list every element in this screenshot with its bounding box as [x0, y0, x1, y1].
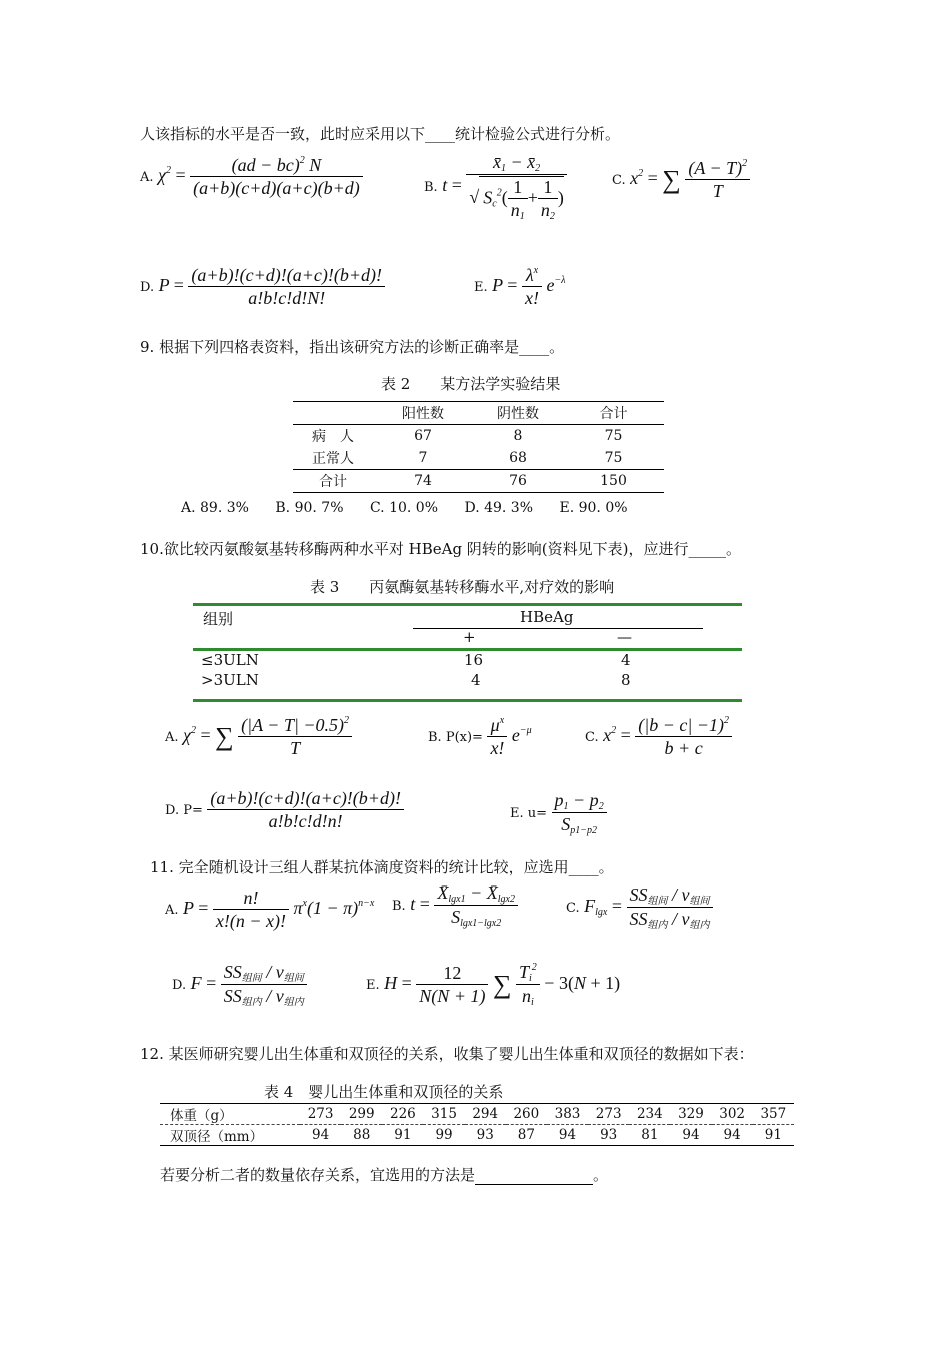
- q9-stem: 9. 根据下列四格表资料，指出该研究方法的诊断正确率是____。: [140, 338, 565, 356]
- table-row: [193, 671, 742, 692]
- table-row: [193, 651, 742, 672]
- q9-header-positive: 阳性数: [402, 406, 444, 422]
- q10-table: [193, 603, 742, 703]
- q11-option-a: A. P = $\frac{n!}{x!(n - x)!}$ $\pi^x(1 - \pi)^{n-x}$: [165, 888, 375, 931]
- q12-cell: 226: [390, 1106, 416, 1122]
- q10-bottom-rule: [193, 699, 742, 702]
- q9-cell: 病 人: [312, 429, 354, 445]
- table-row: [293, 470, 664, 493]
- table-row: [160, 1125, 794, 1146]
- q10-cell: 4: [471, 671, 481, 689]
- q12-cell: 299: [348, 1106, 375, 1122]
- q9-option-c: C. 10. 0%: [369, 500, 439, 516]
- table-row: [293, 425, 664, 448]
- q12-cell: 88: [353, 1127, 371, 1143]
- q9-cell: 合计: [319, 474, 347, 490]
- q10-cell: 8: [621, 671, 631, 689]
- q12-cell: 81: [641, 1127, 659, 1143]
- q12-cell: 99: [435, 1127, 453, 1143]
- q12-cell: 383: [554, 1106, 581, 1122]
- q9-table: [293, 401, 664, 493]
- q8-option-b: B. t = $x̄_1$ − $x̄_2$ √ $S_c^2$( $\frac{1}{n_1}$ + $\frac{1}{n_2}$ ): [424, 152, 567, 222]
- table-row: [160, 1104, 794, 1125]
- q9-table-title: 表 2 某方法学实验结果: [381, 375, 561, 393]
- q12-row-label: 双顶径（mm）: [170, 1129, 264, 1145]
- q10-plus: +: [463, 628, 476, 646]
- q12-cell: 91: [394, 1127, 412, 1143]
- q8-option-a: A. $\chi^2$ = $\frac{(ad - bc)^2 N}{(a+b)(c+d)(a+c)(b+d)}$: [140, 155, 363, 199]
- q9-cell: 75: [604, 428, 623, 444]
- q12-cell: 91: [764, 1127, 782, 1143]
- q12-cell: 94: [723, 1127, 741, 1143]
- q12-cell: 94: [311, 1127, 330, 1143]
- q10-cell: 16: [464, 651, 484, 669]
- q9-cell: 74: [414, 473, 432, 489]
- q10-group-label: 组别: [203, 610, 234, 628]
- q10-option-d: D. P= $\frac{(a+b)!(c+d)!(a+c)!(b+d)!}{a!b!c!d!n!}$: [165, 788, 404, 832]
- q9-cell: 67: [414, 428, 432, 444]
- q9-cell: 76: [509, 473, 527, 489]
- q9-cell: 150: [600, 473, 627, 489]
- q11-option-d: D. F = $\frac{SS_{组间} / \nu_{组间}}{SS_{组内} / \nu_{组内}}$: [172, 962, 307, 1008]
- q10-hbeag-rule: [413, 628, 703, 629]
- q12-cell: 302: [719, 1106, 746, 1122]
- q9-cell: 68: [509, 450, 527, 466]
- q9-cell: 正常人: [312, 451, 354, 467]
- q9-cell: 8: [513, 428, 523, 444]
- table-row: [293, 447, 664, 470]
- q10-option-a: A. $\chi^2$ = ∑ $\frac{(|A - T| -0.5)^2}{T}$: [165, 715, 352, 759]
- q9-header-total: 合计: [599, 406, 628, 422]
- q9-option-a: A. 89. 3%: [181, 500, 249, 516]
- q10-cell: >3ULN: [201, 671, 259, 689]
- q10-hbeag-label: HBeAg: [520, 608, 574, 626]
- q12-stem: 12. 某医师研究婴儿出生体重和双顶径的关系，收集了婴儿出生体重和双顶径的数据如下表：: [140, 1045, 754, 1063]
- q8-option-d: D. P = $\frac{(a+b)!(c+d)!(a+c)!(b+d)!}{a!b!c!d!N!}$: [140, 265, 385, 309]
- q11-option-c: C. $F_{lgx}$ = $\frac{SS_{组间} / \nu_{组间}}{SS_{组内} / \nu_{组内}}$: [566, 885, 713, 931]
- q12-table-title: 表 4 婴儿出生体重和双顶径的关系: [264, 1083, 504, 1101]
- q9-option-e: E. 90. 0%: [559, 500, 628, 516]
- q12-cell: 329: [678, 1106, 704, 1122]
- q10-minus: —: [617, 628, 632, 646]
- q12-followup-text: 若要分析二者的数量依存关系，宜选用的方法是: [160, 1166, 476, 1184]
- q12-cell: 315: [431, 1106, 457, 1122]
- q10-top-rule: [193, 603, 742, 606]
- q9-header-negative: 阴性数: [497, 406, 539, 422]
- q12-end-mark: 。: [593, 1166, 609, 1184]
- q12-cell: 87: [517, 1127, 535, 1143]
- q9-options: [181, 500, 628, 516]
- q12-cell: 93: [600, 1127, 618, 1143]
- q8-option-c: C. $x^2$ = ∑ $\frac{(A - T)^2}{T}$: [612, 158, 750, 202]
- q12-cell: 357: [760, 1106, 787, 1122]
- q12-row-label: 体重（g）: [170, 1108, 233, 1124]
- q11-option-b: B. t = $\frac{X̄_{lgx1} - X̄_{lgx2}}{S_{lgx1-lgx2}}$: [392, 883, 518, 929]
- q10-stem: 10.欲比较丙氨酸氨基转移酶两种水平对 HBeAg 阴转的影响(资料见下表)，应进行_____。: [140, 540, 742, 558]
- q10-option-c: C. $x^2$ = $\frac{(|b - c| -1)^2}{b + c}$: [585, 715, 732, 759]
- q10-table-title: 表 3 丙氨酶氨基转移酶水平,对疗效的影响: [310, 578, 615, 596]
- q12-cell: 94: [682, 1127, 700, 1143]
- q9-option-b: B. 90. 7%: [275, 500, 344, 516]
- q9-cell: 75: [604, 450, 623, 466]
- q12-cell: 93: [476, 1127, 494, 1143]
- q10-cell: ≤3ULN: [201, 651, 259, 669]
- q12-cell: 234: [636, 1106, 663, 1122]
- q9-cell: 7: [418, 450, 428, 466]
- q11-stem: 11. 完全随机设计三组人群某抗体滴度资料的统计比较，应选用____。: [150, 858, 614, 876]
- q10-cell: 4: [621, 651, 631, 669]
- q12-cell: 294: [472, 1106, 499, 1122]
- q8-stem: 人该指标的水平是否一致，此时应采用以下____统计检验公式进行分析。: [140, 125, 621, 143]
- q12-cell: 273: [595, 1106, 622, 1122]
- q10-option-e: E. u= $\frac{p_1 - p_2}{S_{p1-p2}}$: [510, 790, 607, 836]
- q12-followup: [160, 1164, 608, 1185]
- q12-cell: 260: [513, 1106, 540, 1122]
- q9-option-d: D. 49. 3%: [464, 500, 534, 516]
- q12-table: [160, 1103, 794, 1146]
- answer-blank: [475, 1166, 593, 1185]
- q10-option-b: B. P(x)= $\frac{\mu^x}{x!}$ $e^{-\mu}$: [428, 715, 532, 758]
- q12-cell: 94: [558, 1127, 577, 1143]
- q11-option-e: E. H = $\frac{12}{N(N + 1)}$ ∑ $\frac{T_i^2}{n_i}$ − 3(N + 1): [366, 962, 621, 1008]
- q12-cell: 273: [307, 1106, 334, 1122]
- q8-option-e: E. P = $\frac{\lambda^x}{x!}$ $e^{-\lambda}$: [474, 265, 566, 308]
- q9-header-blank: [293, 402, 373, 425]
